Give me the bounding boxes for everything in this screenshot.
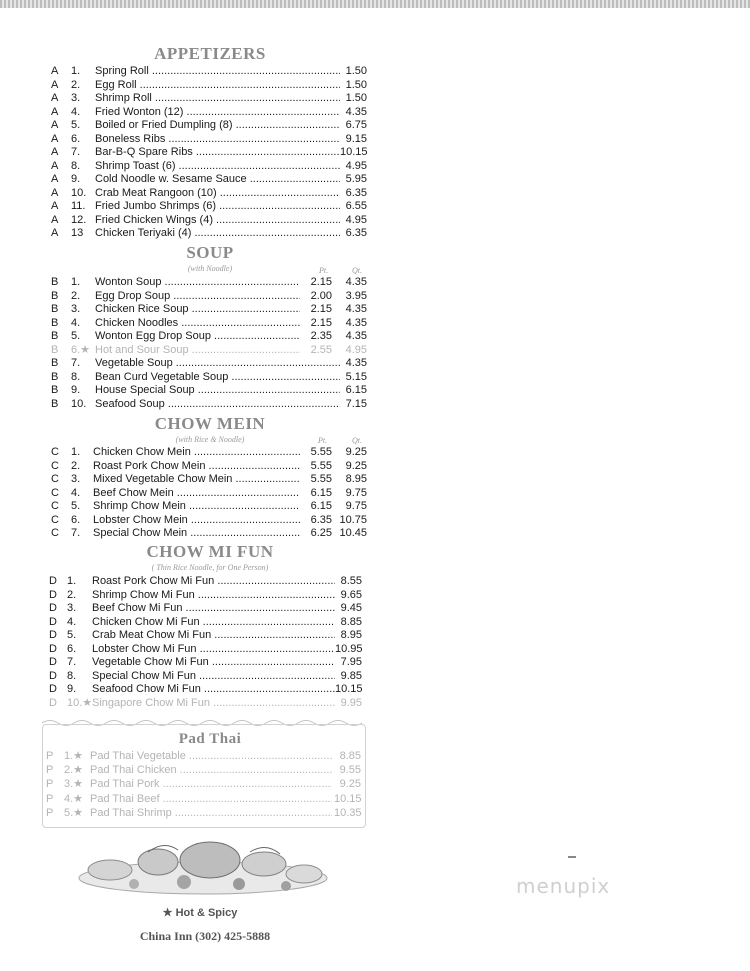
item-number: 1. xyxy=(71,276,81,288)
item-price-pint: 5.55 xyxy=(300,460,332,473)
food-illustration xyxy=(74,838,332,900)
item-number: 1. xyxy=(71,446,81,458)
item-price-pint: 5.55 xyxy=(300,473,332,486)
menu-item-row xyxy=(0,92,750,105)
item-number: 5. xyxy=(71,119,81,131)
item-price: 8.95 xyxy=(335,629,362,642)
item-price: 9.85 xyxy=(335,670,362,683)
menu-item-row xyxy=(0,697,750,710)
item-price-pint: 2.15 xyxy=(300,303,332,316)
item-name: Shrimp Chow Mein ..... xyxy=(93,500,301,513)
item-number: 3. xyxy=(71,92,81,104)
menu-item-row xyxy=(0,643,750,656)
item-price: 9.65 xyxy=(335,589,362,602)
menu-item-row xyxy=(0,670,750,683)
item-number: 12. xyxy=(71,213,87,226)
menu-item-row xyxy=(0,214,750,227)
item-letter: D xyxy=(49,575,57,587)
item-price-pint: 2.00 xyxy=(300,290,332,303)
item-name: Fried Jumbo Shrimps (6) ..... xyxy=(95,200,340,213)
item-name: Chicken Chow Mein ..... xyxy=(93,446,301,459)
menu-item-row xyxy=(0,106,750,119)
item-name: Pad Thai Beef ..... xyxy=(90,793,332,806)
item-number: 9. xyxy=(71,173,81,185)
item-price: 10.15 xyxy=(334,792,362,805)
item-number: 3.★ xyxy=(64,778,84,791)
item-letter: B xyxy=(51,276,59,288)
item-number: 6. xyxy=(71,132,81,145)
menu-item-row xyxy=(0,290,750,303)
item-name: Seafood Soup ..... xyxy=(95,398,340,411)
item-letter: C xyxy=(51,473,59,485)
item-letter: A xyxy=(51,146,59,158)
item-letter: A xyxy=(51,200,59,212)
item-name: Egg Roll ..... xyxy=(95,79,340,92)
item-price-quart: 4.95 xyxy=(337,344,367,357)
item-price-quart: 4.35 xyxy=(337,303,367,316)
item-letter: B xyxy=(51,316,59,329)
item-name: Cold Noodle w. Sesame Sauce ..... xyxy=(95,173,340,186)
menu-item-row xyxy=(0,778,750,791)
item-number: 4.★ xyxy=(64,792,84,805)
menu-item-row xyxy=(0,616,750,629)
item-price: 10.15 xyxy=(340,146,368,158)
item-name: Pad Thai Chicken ..... xyxy=(90,764,332,777)
item-number: 1. xyxy=(71,65,81,77)
item-price-quart: 9.25 xyxy=(337,446,367,459)
item-name: Lobster Chow Mein ..... xyxy=(93,514,301,527)
item-name: Wonton Egg Drop Soup ..... xyxy=(95,330,303,343)
menu-item-row xyxy=(0,398,750,411)
item-letter: A xyxy=(51,159,59,172)
item-letter: P xyxy=(46,778,54,791)
item-price-pint: 2.15 xyxy=(300,276,332,289)
chow-mein-subtitle: (with Rice & Noodle) xyxy=(175,435,245,444)
item-number: 1.★ xyxy=(64,750,84,762)
item-price-quart: 9.75 xyxy=(337,487,367,500)
item-number: 8. xyxy=(67,669,77,682)
item-letter: D xyxy=(49,629,57,641)
item-price: 9.95 xyxy=(335,697,362,710)
item-number: 5. xyxy=(71,500,81,512)
menu-item-row xyxy=(0,487,750,500)
item-name: Crab Meat Rangoon (10) ..... xyxy=(95,187,340,200)
item-letter: D xyxy=(49,669,57,682)
item-number: 10. xyxy=(71,397,87,410)
item-name: Boiled or Fried Dumpling (8) ..... xyxy=(95,119,340,132)
menu-item-row xyxy=(0,187,750,200)
item-price: 6.55 xyxy=(340,200,367,213)
item-letter: B xyxy=(51,357,59,369)
soup-subtitle: (with Noodle) xyxy=(187,264,233,273)
item-number: 5. xyxy=(71,330,81,342)
chow-mi-fun-subtitle: ( Thin Rice Noodle, for One Person) xyxy=(151,563,269,572)
item-price-quart: 4.35 xyxy=(337,276,367,289)
item-letter: B xyxy=(51,303,59,315)
soup-col-pt: Pt. xyxy=(319,266,329,275)
scan-edge xyxy=(0,0,750,8)
item-letter: C xyxy=(51,446,59,458)
item-price: 6.35 xyxy=(340,187,367,200)
item-letter: D xyxy=(49,656,57,668)
menu-item-row xyxy=(0,79,750,92)
menupix-watermark: menupix xyxy=(516,874,611,898)
menu-item-row xyxy=(0,750,750,763)
menu-item-row xyxy=(0,793,750,806)
item-number: 11. xyxy=(71,200,86,212)
menu-item-row xyxy=(0,629,750,642)
item-name: House Special Soup ..... xyxy=(95,384,340,397)
item-price: 1.50 xyxy=(340,92,367,105)
item-price: 4.95 xyxy=(340,214,367,227)
item-name: Beef Chow Mein ..... xyxy=(93,487,301,500)
item-letter: P xyxy=(46,806,54,819)
menu-item-row xyxy=(0,527,750,540)
item-name: Boneless Ribs ..... xyxy=(95,133,340,146)
menu-item-row xyxy=(0,446,750,459)
item-name: Roast Pork Chow Mi Fun ..... xyxy=(92,575,335,588)
item-price: 9.45 xyxy=(335,602,362,615)
hot-spicy-legend: ★ Hot & Spicy xyxy=(162,907,238,919)
restaurant-contact: China Inn (302) 425-5888 xyxy=(139,929,271,943)
item-price-quart: 4.35 xyxy=(337,330,367,343)
item-price: 5.95 xyxy=(340,173,367,186)
item-number: 7. xyxy=(71,357,81,369)
item-letter: B xyxy=(51,330,59,342)
item-letter: D xyxy=(49,683,57,695)
item-number: 7. xyxy=(71,527,81,539)
item-name: Pad Thai Shrimp ..... xyxy=(90,807,332,820)
item-name: Chicken Chow Mi Fun ..... xyxy=(92,616,335,629)
item-letter: P xyxy=(46,750,54,762)
item-price: 9.25 xyxy=(334,778,361,791)
soup-title: SOUP xyxy=(186,243,234,262)
item-name: Special Chow Mi Fun ..... xyxy=(92,670,335,683)
item-number: 6. xyxy=(67,642,77,655)
item-letter: D xyxy=(49,642,57,655)
item-number: 8. xyxy=(71,370,81,383)
menu-item-row xyxy=(0,357,750,370)
menu-item-row xyxy=(0,460,750,473)
menu-item-row xyxy=(0,589,750,602)
item-price-quart: 8.95 xyxy=(337,473,367,486)
chow-mein-col-qt: Qt. xyxy=(352,436,362,445)
item-letter: A xyxy=(51,132,59,145)
item-letter: A xyxy=(51,92,59,104)
item-number: 3. xyxy=(67,602,77,614)
item-name: Mixed Vegetable Chow Mein ..... xyxy=(93,473,301,486)
item-letter: B xyxy=(51,384,59,396)
item-price: 7.15 xyxy=(340,398,367,411)
item-price-pint: 2.15 xyxy=(300,317,332,330)
item-price-pint: 6.35 xyxy=(300,514,332,527)
item-number: 2. xyxy=(71,459,81,472)
menu-item-row xyxy=(0,764,750,777)
item-price: 10.15 xyxy=(335,683,363,695)
item-name: Vegetable Chow Mi Fun ..... xyxy=(92,656,335,669)
item-letter: D xyxy=(49,615,57,628)
item-name: Lobster Chow Mi Fun ..... xyxy=(92,643,335,656)
item-letter: B xyxy=(51,370,59,383)
item-price: 10.95 xyxy=(335,642,363,655)
item-number: 7. xyxy=(71,146,81,158)
item-price-quart: 4.35 xyxy=(337,317,367,330)
pad-thai-title: Pad Thai xyxy=(178,731,242,747)
item-letter: B xyxy=(51,397,59,410)
item-name: Hot and Sour Soup ..... xyxy=(95,344,303,357)
menu-item-row xyxy=(0,330,750,343)
menu-item-row xyxy=(0,133,750,146)
item-price: 1.50 xyxy=(340,79,367,92)
item-number: 4. xyxy=(71,316,81,329)
scan-speck xyxy=(568,856,576,858)
item-letter: A xyxy=(51,78,59,91)
item-number: 4. xyxy=(71,486,81,499)
item-price: 1.50 xyxy=(340,65,367,78)
item-price: 4.35 xyxy=(340,106,367,119)
item-letter: D xyxy=(49,696,57,709)
item-name: Bean Curd Vegetable Soup ..... xyxy=(95,371,340,384)
chow-mi-fun-title: CHOW MI FUN xyxy=(146,542,274,561)
item-price: 6.15 xyxy=(340,384,367,397)
item-letter: A xyxy=(51,186,59,199)
item-price-pint: 6.25 xyxy=(300,527,332,540)
item-name: Pad Thai Vegetable ..... xyxy=(90,750,332,763)
menu-item-row xyxy=(0,200,750,213)
item-number: 5.★ xyxy=(64,806,84,819)
item-letter: B xyxy=(51,343,59,356)
menu-item-row xyxy=(0,683,750,696)
item-name: Wonton Soup ..... xyxy=(95,276,303,289)
item-number: 9. xyxy=(71,384,81,396)
item-price: 4.35 xyxy=(340,357,367,370)
item-letter: C xyxy=(51,486,59,499)
item-name: Spring Roll ..... xyxy=(95,65,340,78)
item-name: Shrimp Toast (6) ..... xyxy=(95,160,340,173)
item-name: Chicken Rice Soup ..... xyxy=(95,303,303,316)
item-name: Beef Chow Mi Fun ..... xyxy=(92,602,335,615)
item-name: Special Chow Mein ..... xyxy=(93,527,301,540)
item-price: 9.55 xyxy=(334,764,361,777)
item-name: Bar-B-Q Spare Ribs ..... xyxy=(95,146,340,159)
item-letter: C xyxy=(51,459,59,472)
menu-item-row xyxy=(0,384,750,397)
item-price: 6.35 xyxy=(340,227,367,240)
menu-item-row xyxy=(0,344,750,357)
item-letter: P xyxy=(46,792,54,805)
menu-item-row xyxy=(0,65,750,78)
menu-item-row xyxy=(0,276,750,289)
menu-item-row xyxy=(0,227,750,240)
item-letter: A xyxy=(51,65,59,77)
item-price: 8.85 xyxy=(334,750,361,763)
item-letter: C xyxy=(51,500,59,512)
item-letter: A xyxy=(51,213,59,226)
item-name: Chicken Teriyaki (4) ..... xyxy=(95,227,340,240)
item-price-quart: 9.75 xyxy=(337,500,367,513)
item-name: Vegetable Soup ..... xyxy=(95,357,340,370)
item-price-quart: 3.95 xyxy=(337,290,367,303)
item-name: Shrimp Chow Mi Fun ..... xyxy=(92,589,335,602)
item-price: 7.95 xyxy=(335,656,362,669)
item-number: 2. xyxy=(71,289,81,302)
item-price-quart: 10.45 xyxy=(337,527,367,540)
item-number: 3. xyxy=(71,303,81,315)
menu-item-row xyxy=(0,119,750,132)
item-price: 4.95 xyxy=(340,160,367,173)
soup-col-qt: Qt. xyxy=(352,266,362,275)
item-number: 10. xyxy=(71,186,87,199)
menu-item-row xyxy=(0,146,750,159)
item-number: 2. xyxy=(67,588,77,601)
menu-item-row xyxy=(0,807,750,820)
item-number: 10.★ xyxy=(67,696,93,709)
item-number: 13 xyxy=(71,227,84,239)
item-price: 8.55 xyxy=(335,575,362,588)
item-name: Fried Wonton (12) ..... xyxy=(95,106,340,119)
menu-item-row xyxy=(0,173,750,186)
item-name: Pad Thai Pork ..... xyxy=(90,778,332,791)
item-price: 8.85 xyxy=(335,616,362,629)
item-number: 7. xyxy=(67,656,77,668)
item-letter: B xyxy=(51,289,59,302)
menu-item-row xyxy=(0,371,750,384)
item-letter: D xyxy=(49,602,57,614)
item-price-pint: 2.55 xyxy=(300,344,332,357)
menu-item-row xyxy=(0,514,750,527)
menu-item-row xyxy=(0,602,750,615)
menu-item-row xyxy=(0,575,750,588)
item-name: Singapore Chow Mi Fun ..... xyxy=(92,697,335,710)
item-number: 1. xyxy=(67,575,77,587)
item-price: 10.35 xyxy=(334,806,362,819)
chow-mein-title: CHOW MEIN xyxy=(154,414,266,433)
item-price-quart: 10.75 xyxy=(337,514,367,527)
item-letter: A xyxy=(51,105,59,118)
item-name: Crab Meat Chow Mi Fun ..... xyxy=(92,629,335,642)
menu-item-row xyxy=(0,317,750,330)
item-number: 9. xyxy=(67,683,77,695)
item-price: 6.75 xyxy=(340,119,367,132)
item-name: Shrimp Roll ..... xyxy=(95,92,340,105)
item-letter: A xyxy=(51,119,59,131)
item-number: 2. xyxy=(71,78,81,91)
item-letter: A xyxy=(51,173,59,185)
item-name: Egg Drop Soup ..... xyxy=(95,290,303,303)
item-letter: D xyxy=(49,588,57,601)
menu-item-row xyxy=(0,473,750,486)
item-letter: P xyxy=(46,764,54,777)
appetizers-title: APPETIZERS xyxy=(154,44,266,63)
item-price-pint: 6.15 xyxy=(300,500,332,513)
menu-item-row xyxy=(0,160,750,173)
item-letter: A xyxy=(51,227,59,239)
menu-item-row xyxy=(0,656,750,669)
item-price-pint: 6.15 xyxy=(300,487,332,500)
item-name: Fried Chicken Wings (4) ..... xyxy=(95,214,340,227)
item-price: 5.15 xyxy=(340,371,367,384)
item-number: 4. xyxy=(71,105,81,118)
menu-item-row xyxy=(0,500,750,513)
menu-item-row xyxy=(0,303,750,316)
item-name: Chicken Noodles ..... xyxy=(95,317,303,330)
item-number: 6. xyxy=(71,513,81,526)
item-price-pint: 2.35 xyxy=(300,330,332,343)
item-number: 5. xyxy=(67,629,77,641)
item-price-quart: 9.25 xyxy=(337,460,367,473)
item-letter: C xyxy=(51,513,59,526)
item-number: 2.★ xyxy=(64,764,84,777)
item-name: Roast Pork Chow Mein ..... xyxy=(93,460,301,473)
item-number: 3. xyxy=(71,473,81,485)
item-name: Seafood Chow Mi Fun ..... xyxy=(92,683,335,696)
item-price: 9.15 xyxy=(340,133,367,146)
item-number: 4. xyxy=(67,615,77,628)
item-number: 6.★ xyxy=(71,343,91,356)
item-price-pint: 5.55 xyxy=(300,446,332,459)
item-letter: C xyxy=(51,527,59,539)
chow-mein-col-pt: Pt. xyxy=(318,436,328,445)
item-number: 8. xyxy=(71,159,81,172)
